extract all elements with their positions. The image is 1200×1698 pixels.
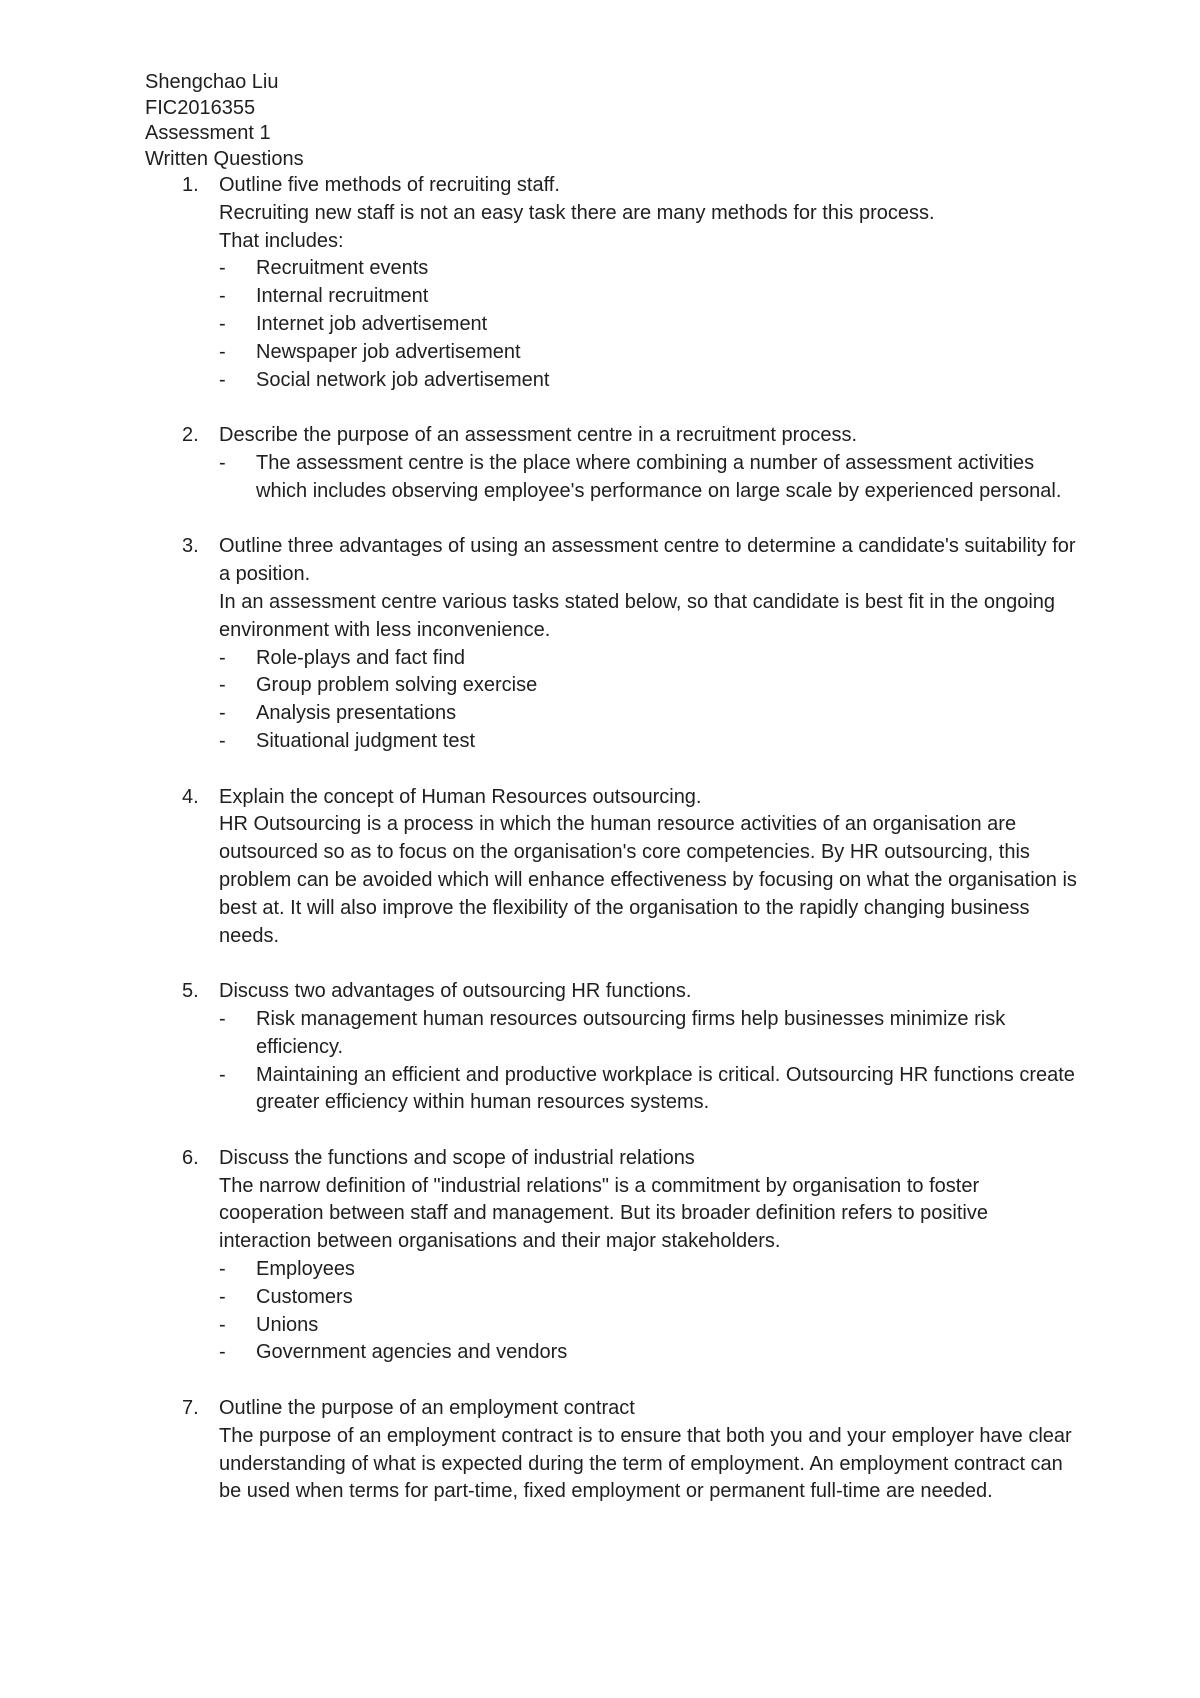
question-item: [145, 1145, 1085, 1367]
section-title: Written Questions: [145, 147, 304, 170]
question-item: [145, 1395, 1085, 1506]
student-name: Shengchao Liu: [145, 71, 279, 93]
question-spacer: [145, 1117, 1085, 1145]
dash-bullet-icon: -: [219, 340, 226, 363]
bullet-text: Maintaining an efficient and productive workplace is critical. Outsourcing HR functions create greater efficiency within human resources systems.: [256, 1063, 1075, 1114]
dash-bullet-icon: -: [219, 1341, 226, 1364]
student-id: FIC2016355: [145, 96, 256, 119]
dash-bullet-icon: -: [219, 729, 226, 752]
question-item: [145, 422, 1085, 505]
bullet-text: Internal recruitment: [256, 285, 429, 308]
bullet-text: Employees: [256, 1258, 355, 1281]
bullet-item: [219, 339, 1085, 367]
question-prompt: Discuss the functions and scope of industrial relations: [219, 1146, 695, 1169]
question-number: 1.: [182, 174, 199, 196]
bullet-item: [219, 255, 1085, 283]
question-spacer: [145, 756, 1085, 784]
question-number: 2.: [182, 424, 199, 447]
question-spacer: [145, 950, 1085, 978]
bullet-item: [219, 283, 1085, 311]
bullet-text: Unions: [256, 1313, 319, 1336]
question-prompt: Discuss two advantages of outsourcing HR functions.: [219, 980, 692, 1003]
bullet-text: Group problem solving exercise: [256, 674, 538, 697]
dash-bullet-icon: -: [219, 257, 226, 280]
question-prompt: Outline the purpose of an employment contract: [219, 1397, 635, 1420]
dash-bullet-icon: -: [219, 1258, 226, 1281]
question-number: 6.: [182, 1146, 199, 1169]
bullet-text: Government agencies and vendors: [256, 1341, 568, 1364]
answer-paragraph: That includes:: [219, 229, 344, 252]
dash-bullet-icon: -: [219, 702, 226, 725]
question-prompt: Describe the purpose of an assessment centre in a recruitment process.: [219, 424, 858, 447]
bullet-item: [219, 311, 1085, 339]
dash-bullet-icon: -: [219, 312, 226, 335]
bullet-item: [219, 1339, 1085, 1367]
dash-bullet-icon: -: [219, 1285, 226, 1308]
bullet-item: [219, 672, 1085, 700]
question-prompt: Explain the concept of Human Resources outsourcing.: [219, 785, 702, 808]
bullet-item: [219, 1284, 1085, 1312]
bullet-item: [219, 1256, 1085, 1284]
bullet-item: [219, 700, 1085, 728]
bullet-item: [219, 728, 1085, 756]
dash-bullet-icon: -: [219, 1313, 226, 1336]
bullet-text: The assessment centre is the place where combining a number of assessment activities which includes observing employee's performance on large scale by experienced personal.: [256, 451, 1062, 502]
question-number: 5.: [182, 980, 199, 1003]
question-spacer: [145, 1367, 1085, 1395]
answer-paragraph: In an assessment centre various tasks stated below, so that candidate is best fit in the ongoing environment with less inconvenience.: [219, 590, 1056, 641]
question-item: [145, 533, 1085, 755]
question-number: 7.: [182, 1397, 199, 1420]
bullet-text: Social network job advertisement: [256, 368, 550, 391]
bullet-item: [219, 1312, 1085, 1340]
bullet-item: [219, 1006, 1085, 1062]
dash-bullet-icon: -: [219, 285, 226, 308]
bullet-item: [219, 450, 1085, 506]
question-prompt: Outline five methods of recruiting staff.: [219, 174, 560, 196]
bullet-text: Newspaper job advertisement: [256, 340, 521, 363]
dash-bullet-icon: -: [219, 368, 226, 391]
question-item: [145, 978, 1085, 1117]
question-number: 3.: [182, 535, 199, 558]
dash-bullet-icon: -: [219, 646, 226, 669]
question-list: [145, 172, 1085, 1506]
bullet-text: Role-plays and fact find: [256, 646, 466, 669]
bullet-text: Customers: [256, 1285, 353, 1308]
question-item: [145, 172, 1085, 394]
bullet-item: [219, 645, 1085, 673]
dash-bullet-icon: -: [219, 451, 226, 474]
bullet-text: Analysis presentations: [256, 702, 457, 725]
question-spacer: [145, 394, 1085, 422]
dash-bullet-icon: -: [219, 674, 226, 697]
question-prompt: Outline three advantages of using an assessment centre to determine a candidate's suitability for a position.: [219, 535, 1076, 586]
bullet-text: Recruitment events: [256, 257, 429, 280]
answer-paragraph: The narrow definition of "industrial relations" is a commitment by organisation to foster cooperation between staff and management. But its broader definition refers to positive interaction between organisations and their major stakeholders.: [219, 1174, 988, 1253]
bullet-text: Situational judgment test: [256, 729, 476, 752]
dash-bullet-icon: -: [219, 1063, 226, 1086]
question-item: [145, 784, 1085, 951]
bullet-item: [219, 1062, 1085, 1118]
answer-paragraph: HR Outsourcing is a process in which the human resource activities of an organisation are outsourced so as to focus on the organisation's core competencies. By HR outsourcing, this problem can be avoided which will enhance effectiveness by focusing on what the organisation is best at. It will also improve the flexibility of the organisation to the rapidly changing business needs.: [219, 813, 1077, 947]
bullet-item: [219, 367, 1085, 395]
dash-bullet-icon: -: [219, 1007, 226, 1030]
bullet-text: Internet job advertisement: [256, 312, 488, 335]
question-spacer: [145, 506, 1085, 534]
question-number: 4.: [182, 785, 199, 808]
document-content: [145, 70, 1085, 1506]
answer-paragraph: Recruiting new staff is not an easy task there are many methods for this process.: [219, 201, 935, 224]
bullet-text: Risk management human resources outsourcing firms help businesses minimize risk efficiency.: [256, 1007, 1006, 1058]
answer-paragraph: The purpose of an employment contract is to ensure that both you and your employer have clear understanding of what is expected during the term of employment. An employment contract can be used when terms for part-time, fixed employment or permanent full-time are needed.: [219, 1424, 1072, 1503]
assessment-title: Assessment 1: [145, 122, 271, 144]
